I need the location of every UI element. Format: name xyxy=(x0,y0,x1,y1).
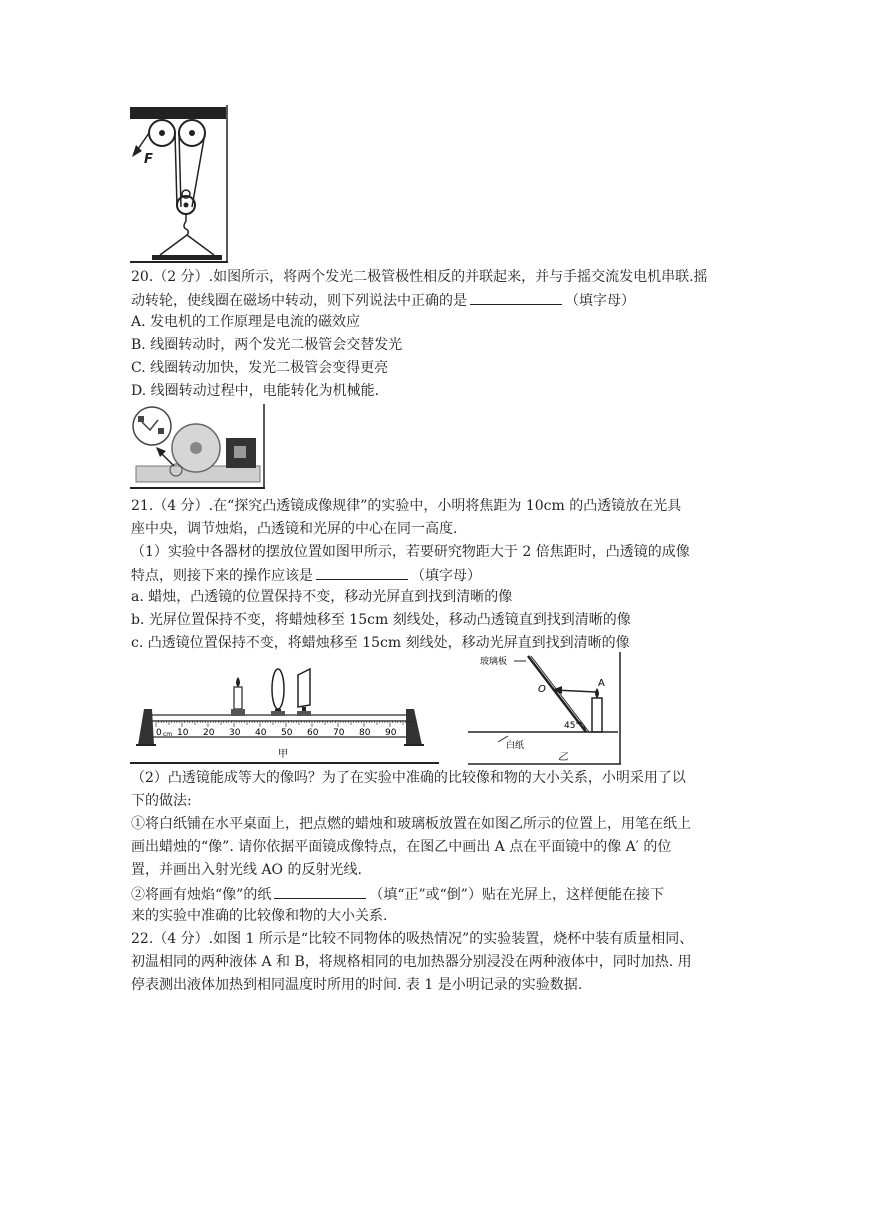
point-o-label: O xyxy=(538,684,546,695)
plane-mirror-figure xyxy=(468,652,624,767)
tick-20: 20 xyxy=(203,728,215,738)
q21-stem-line1: 21.（4 分）.在“探究凸透镜成像规律”的实验中，小明将焦距为 10cm 的凸透镜放在光具 xyxy=(131,498,682,514)
q22-stem-line3: 停表测出液体加热到相同温度时所用的时间. 表 1 是小明记录的实验数据. xyxy=(131,977,583,993)
q21-step1-line3: 置，并画出入射光线 AO 的反射光线. xyxy=(131,862,362,878)
q21-stem-line2: 座中央，调节烛焰，凸透镜和光屏的中心在同一高度. xyxy=(131,521,458,537)
q22-stem-line2: 初温相同的两种液体 A 和 B，将规格相同的电加热器分别浸没在两种液体中，同时加热. 用 xyxy=(131,954,692,970)
mirror-caption: 乙 xyxy=(558,752,568,763)
glass-plate-label: 玻璃板 xyxy=(480,657,508,667)
q20-stem-hint: （填字母） xyxy=(565,293,635,309)
tick-30: 30 xyxy=(229,728,241,738)
q21-part1-answer-blank[interactable] xyxy=(316,564,408,580)
q21-part2-line2: 下的做法: xyxy=(131,793,192,809)
q21-step1-line1: ①将白纸铺在水平桌面上，把点燃的蜡烛和玻璃板放置在如图乙所示的位置上，用笔在纸上 xyxy=(131,816,691,832)
q21-step2-line2: 来的实验中准确的比较像和物的大小关系. xyxy=(131,908,388,924)
q20-option-b: B. 线圈转动时，两个发光二极管会交替发光 xyxy=(131,337,403,353)
q20-stem-line2 xyxy=(131,289,635,311)
tick-unit: cm xyxy=(163,731,173,738)
point-a-label: A xyxy=(598,678,605,689)
optical-bench-figure xyxy=(130,655,440,765)
tick-60: 60 xyxy=(307,728,319,738)
pulley-figure xyxy=(130,105,230,263)
tick-40: 40 xyxy=(255,728,267,738)
tick-90: 90 xyxy=(385,728,397,738)
q22-stem-line1: 22.（4 分）.如图 1 所示是“比较不同物体的吸热情况”的实验装置，烧杯中装有质量相同、 xyxy=(131,931,694,947)
angle-label: 45° xyxy=(564,721,580,731)
force-label: F xyxy=(144,152,153,167)
tick-10: 10 xyxy=(177,728,189,738)
q21-step2-text: ②将画有烛焰“像”的纸 xyxy=(131,887,272,903)
q21-step2-answer-blank[interactable] xyxy=(274,883,366,899)
tick-50: 50 xyxy=(281,728,293,738)
tick-0: 0 xyxy=(156,728,162,738)
q20-option-c: C. 线圈转动加快，发光二极管会变得更亮 xyxy=(131,360,389,376)
q20-option-a: A. 发电机的工作原理是电流的磁效应 xyxy=(131,314,361,330)
q20-stem-text: 动转轮，使线圈在磁场中转动，则下列说法中正确的是 xyxy=(131,293,467,309)
q21-step2-line1 xyxy=(131,883,664,905)
tick-80: 80 xyxy=(359,728,371,738)
q21-option-c: c. 凸透镜位置保持不变，将蜡烛移至 15cm 刻线处，移动光屏直到找到清晰的像 xyxy=(131,635,630,651)
q21-step2-hint: （填“正”或“倒”）贴在光屏上，这样便能在接下 xyxy=(369,887,664,903)
q21-part1-hint: （填字母） xyxy=(411,568,481,584)
tick-70: 70 xyxy=(333,728,345,738)
q20-stem-line1: 20.（2 分）.如图所示，将两个发光二极管极性相反的并联起来，并与手摇交流发电机串联.摇 xyxy=(131,269,708,285)
q21-part1-line2 xyxy=(131,564,481,586)
white-paper-label: 白纸 xyxy=(506,741,525,751)
q20-option-d: D. 线圈转动过程中，电能转化为机械能. xyxy=(131,383,380,399)
q21-part1-line1: （1）实验中各器材的摆放位置如图甲所示，若要研究物距大于 2 倍焦距时，凸透镜的成像 xyxy=(131,544,690,560)
q21-part2-line1: （2）凸透镜能成等大的像吗？为了在实验中准确的比较像和物的大小关系，小明采用了以 xyxy=(131,770,686,786)
q20-answer-blank[interactable] xyxy=(470,289,562,305)
q21-step1-line2: 画出蜡烛的“像”. 请你依据平面镜成像特点，在图乙中画出 A 点在平面镜中的像 A′ 的位 xyxy=(131,839,672,855)
generator-figure xyxy=(130,404,268,490)
q21-part1-text: 特点，则接下来的操作应该是 xyxy=(131,568,313,584)
q21-option-a: a. 蜡烛，凸透镜的位置保持不变，移动光屏直到找到清晰的像 xyxy=(131,589,513,605)
bench-caption: 甲 xyxy=(278,749,288,760)
q21-option-b: b. 光屏位置保持不变，将蜡烛移至 15cm 刻线处，移动凸透镜直到找到清晰的像 xyxy=(131,612,631,628)
